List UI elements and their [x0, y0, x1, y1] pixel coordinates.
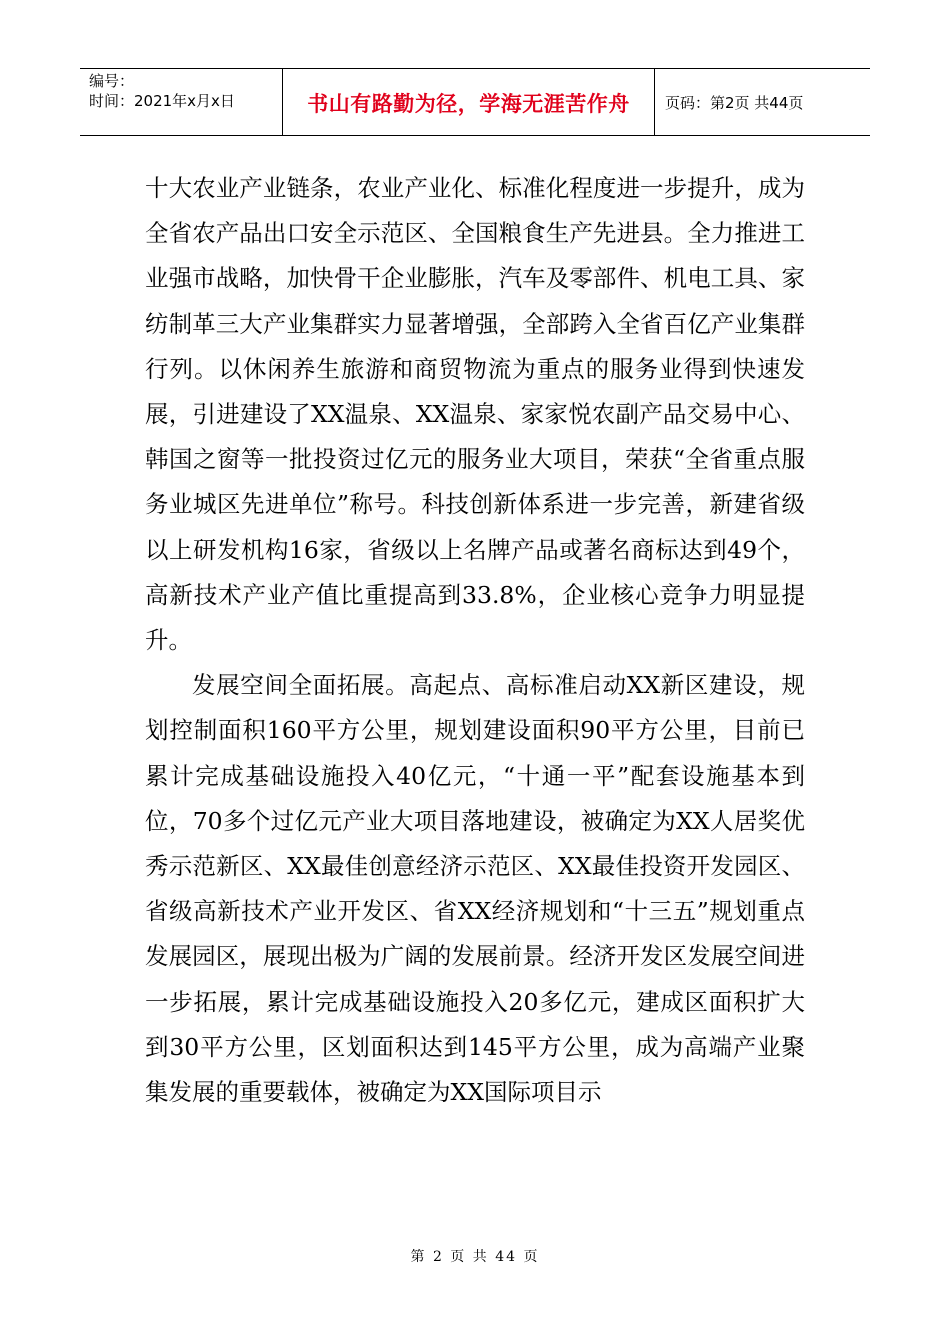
motto-text: 书山有路勤为径，学海无涯苦作舟 [307, 92, 630, 116]
number-label: 编号： [89, 72, 135, 90]
time-label: 时间：2021年x月x日 [89, 92, 235, 110]
page-footer: 第 2 页 共 44 页 [410, 1249, 540, 1265]
paragraph-1: 十大农业产业链条，农业产业化、标准化程度进一步提升，成为全省农产品出口安全示范区、全国粮食生产先进县。全力推进工业强市战略，加快骨干企业膨胀，汽车及零部件、机电工具、家纺制革三大产业集群实力显著增强，全部跨入全省百亿产业集群行列。以休闲养生旅游和商贸物流为重点的服务业得到快速发展，引进建设了XX温泉、XX温泉、家家悦农副产品交易中心、韩国之窗等一批投资过亿元的服务业大项目，荣获“全省重点服务业城区先进单位”称号。科技创新体系进一步完善，新建省级以上研发机构16家，省级以上名牌产品或著名商标达到49个，高新技术产业产值比重提高到33.8%，企业核心竞争力明显提升。 [145, 174, 805, 655]
paragraph-2: 发展空间全面拓展。高起点、高标准启动XX新区建设，规划控制面积160平方公里，规划建设面积90平方公里，目前已累计完成基础设施投入40亿元，“十通一平”配套设施基本到位，70多个过亿元产业大项目落地建设，被确定为XX人居奖优秀示范新区、XX最佳创意经济示范区、XX最佳投资开发园区、省级高新技术产业开发区、省XX经济规划和“十三五”规划重点发展园区，展现出极为广阔的发展前景。经济开发区发展空间进一步拓展，累计完成基础设施投入20多亿元，建成区面积扩大到30平方公里，区划面积达到145平方公里，成为高端产业聚集发展的重要载体，被确定为XX国际项目示 [145, 671, 805, 1107]
page-info: 页码：第2页 共44页 [665, 93, 804, 112]
header-meta [80, 69, 283, 135]
document-body [145, 166, 805, 1115]
header-page-cell [655, 69, 870, 135]
header-motto-cell [283, 69, 655, 135]
document-header [80, 68, 870, 136]
